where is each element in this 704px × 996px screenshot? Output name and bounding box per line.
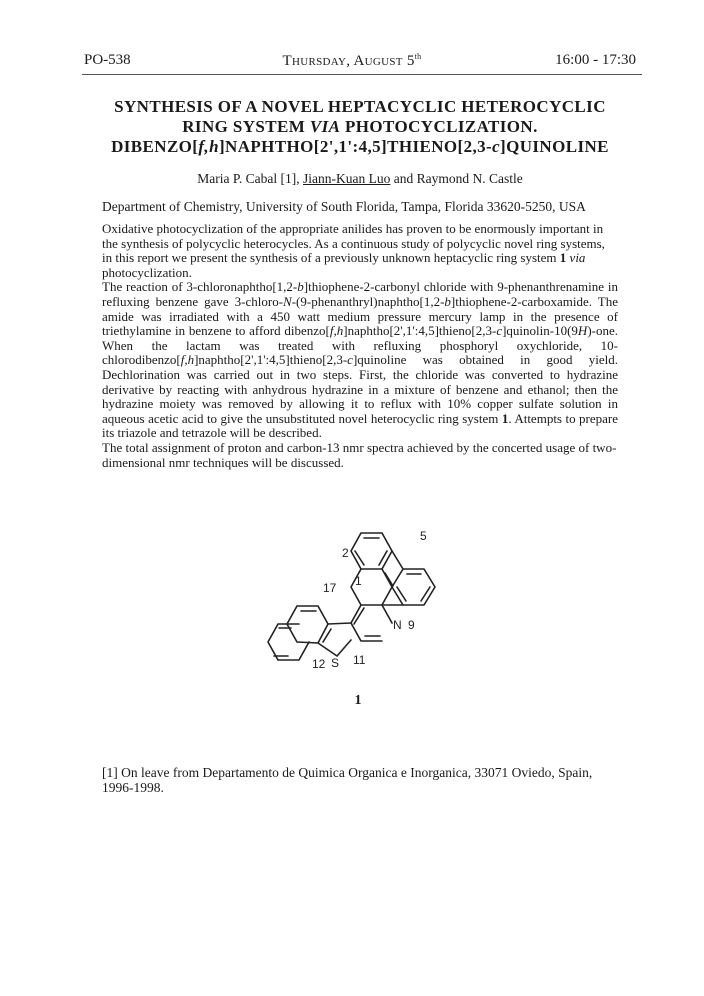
p2-b1: 1 — [501, 410, 509, 426]
p1-text-1: Oxidative photocyclization of the appropriate anilides has proven to be enormously important in the synthesis of polycyclic heterocycles. As a continuous study of polycyclic novel ring systems, in this report we present the synthesis of a previously unknown heptacyclic ring system — [102, 221, 605, 266]
atom-label-n: N — [393, 618, 402, 632]
p2-t1: The reaction of 3-chloronaphtho[1,2- — [102, 279, 298, 295]
title-line-2-c: PHOTOCYCLIZATION. — [340, 117, 538, 136]
atom-label-s: S — [330, 656, 340, 670]
p2-t9: ]quinoline was obtained in good yield. Dechlorination was carried out in two steps. First, the chloride was converted to hydrazine derivative by reacting with anhydrous hydrazine in a mixture of benzene and ethanol; then the hydrazine moiety was removed by allowing it to reflux with 10% copper sulfate solution in aqueous acetic acid to give the unsubstituted novel heterocyclic ring system — [102, 352, 618, 426]
position-label-2: 2 — [342, 546, 349, 560]
p2-t4: ]thiophene-2-carboxamide. The amide was irradiated with a 450 watt medium pressure mercury lamp in the presence of triethylamine in benzene to afford dibenzo[ — [102, 293, 618, 339]
paper-title — [80, 97, 640, 157]
compound-number: 1 — [354, 693, 362, 708]
title-line-3-d: c — [492, 137, 501, 156]
p2-i4: f,h — [329, 323, 344, 339]
title-line-2 — [80, 117, 640, 137]
session-day-suffix: th — [414, 52, 422, 61]
position-label-1: 1 — [355, 574, 362, 588]
title-line-2-via: VIA — [309, 117, 341, 136]
position-label-5: 5 — [420, 529, 427, 543]
p2-t10: . Attempts to prepare its triazole and tetrazole will be described. — [102, 410, 618, 441]
thiophene-ring — [318, 623, 351, 656]
title-line-3 — [80, 137, 640, 157]
p2-t5: ]naphtho[2',1':4,5]thieno[2,3- — [343, 323, 497, 339]
title-line-3-a: DIBENZO[ — [111, 137, 199, 156]
position-label-12: 12 — [312, 657, 326, 671]
paragraph-3: The total assignment of proton and carbon-13 nmr spectra achieved by the concerted usage of two-dimensional nmr techniques will be discussed. — [102, 439, 617, 470]
ring-c-double-bonds — [397, 574, 430, 601]
ring-b-bonds — [382, 551, 403, 605]
p1-ital: via — [569, 250, 586, 266]
p2-t6: ]quinolin-10(9 — [502, 323, 578, 339]
p2-i3: b — [444, 293, 451, 309]
session-day-text: Thursday, August 5 — [282, 53, 415, 69]
abstract-body — [102, 222, 618, 470]
p2-i2: N — [283, 293, 292, 309]
title-line-3-e: ]QUINOLINE — [500, 137, 609, 156]
p2-i7: f,h — [180, 352, 195, 368]
position-label-11: 11 — [353, 653, 366, 667]
paragraph-1 — [102, 222, 618, 280]
author-2-presenting: Jiann-Kuan Luo — [303, 171, 391, 186]
affiliation: Department of Chemistry, University of South Florida, Tampa, Florida 33620-5250, USA — [102, 199, 586, 214]
naphthalene-2-double-bonds — [274, 628, 291, 656]
session-time: 16:00 - 17:30 — [555, 52, 636, 68]
p2-t3: -(9-phenanthryl)naphtho[1,2- — [291, 293, 445, 309]
p2-i1: b — [297, 279, 304, 295]
title-line-3-b: f,h — [198, 137, 219, 156]
title-line-1: SYNTHESIS OF A NOVEL HEPTACYCLIC HETEROCYCLIC — [114, 97, 606, 116]
author-1: Maria P. Cabal [1], — [197, 171, 303, 186]
p2-i5: c — [496, 323, 503, 339]
p1-bold: 1 — [559, 250, 567, 266]
author-3: and Raymond N. Castle — [390, 171, 523, 186]
structure-diagram — [260, 520, 460, 685]
ring-a-double-bonds — [355, 538, 387, 565]
p2-t2: ]thiophene-2-carbonyl chloride with 9-phenanthrenamine in refluxing benzene gave 3-chloro- — [102, 279, 618, 309]
title-line-2-a: RING SYSTEM — [182, 117, 310, 136]
author-list — [0, 171, 704, 187]
paragraph-2 — [102, 280, 618, 441]
p1-text-2: photocyclization. — [102, 264, 192, 280]
header-rule — [82, 74, 642, 75]
position-label-17: 17 — [323, 581, 337, 595]
session-code: PO-538 — [84, 52, 131, 68]
p2-t8: ]naphtho[2',1':4,5]thieno[2,3- — [194, 352, 348, 368]
p2-i6: H — [577, 323, 588, 339]
title-line-3-c: ]NAPHTHO[2',1':4,5]THIENO[2,3- — [218, 137, 493, 156]
footnote: [1] On leave from Departamento de Quimica Organica e Inorganica, 33071 Oviedo, Spain, 1996-1998. — [102, 765, 593, 795]
p2-i8: c — [347, 352, 353, 368]
p2-t7: )-one. When the lactam was treated with refluxing phosphoryl oxychloride, 10-chlorodibenzo[ — [102, 323, 618, 368]
position-label-9: 9 — [408, 618, 415, 632]
